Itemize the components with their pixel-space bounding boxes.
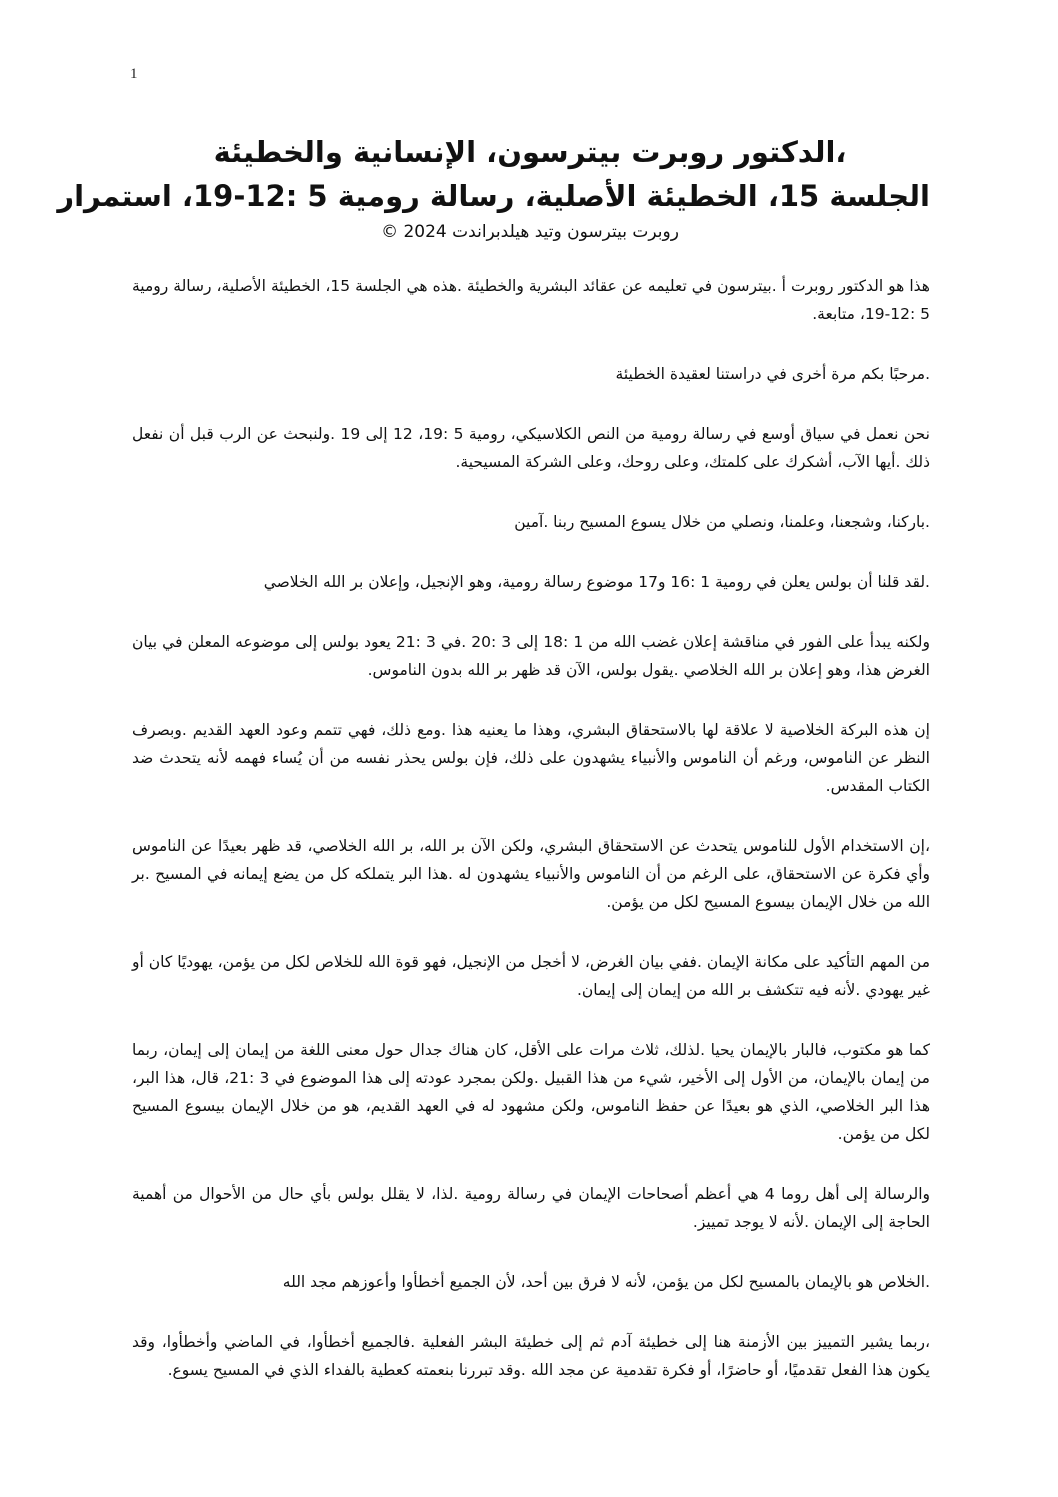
paragraph-11: والرسالة إلى أهل روما 4 هي أعظم أصحاحات الإيمان في رسالة رومية .لذا، لا يقلل بولس بأي حال من الأحوال من أهمية الحاجة إلى الإيمان .لأنه لا يوجد تمييز. <box>132 1185 930 1231</box>
document-title-line-2: الجلسة 15، الخطيئة الأصلية، رسالة رومية 5 :12-19، استمرار <box>57 179 930 213</box>
copyright-line: روبرت بيترسون وتيد هيلدبراندت 2024 © <box>381 222 679 242</box>
paragraph-8: ،إن الاستخدام الأول للناموس يتحدث عن الاستحقاق البشري، ولكن الآن بر الله، بر الله الخلاصي، قد ظهر بعيدًا عن الناموس وأي فكرة عن الاستحقاق، على الرغم من أن الناموس والأنبياء يشهدون له .هذا البر يتملكه كل من يضع إيمانه في المسيح .بر الله من خلال الإيمان بيسوع المسيح لكل من يؤمن. <box>132 837 930 911</box>
paragraph-5: .لقد قلنا أن بولس يعلن في رومية 1 :16 و17 موضوع رسالة رومية، وهو الإنجيل، وإعلان بر الله الخلاصي <box>263 573 930 591</box>
page-number: 1 <box>130 66 138 82</box>
paragraph-3: نحن نعمل في سياق أوسع في رسالة رومية من النص الكلاسيكي، رومية 5 :19، 12 إلى 19 .ولنبحث عن الرب قبل أن نفعل ذلك .أيها الآب، أشكرك على كلمتك، وعلى روحك، وعلى الشركة المسيحية. <box>132 425 930 471</box>
document-title-line-1: ،الدكتور روبرت بيترسون، الإنسانية والخطيئة <box>213 135 847 169</box>
paragraph-7: إن هذه البركة الخلاصية لا علاقة لها بالاستحقاق البشري، وهذا ما يعنيه هذا .ومع ذلك، فهي تتمم وعود العهد القديم .وبصرف النظر عن الناموس، ورغم أن الناموس والأنبياء يشهدون على ذلك، فإن بولس يحذر نفسه من أن يُساء فهمه لأنه يتحدث ضد الكتاب المقدس. <box>132 721 930 795</box>
paragraph-4: .باركنا، وشجعنا، وعلمنا، ونصلي من خلال يسوع المسيح ربنا .آمين <box>514 513 930 531</box>
paragraph-6: ولكنه يبدأ على الفور في مناقشة إعلان غضب الله من 1 :18 إلى 3 :20 .في 3 :21 يعود بولس إلى موضوعه المعلن في بيان الغرض هذا، وهو إعلان بر الله الخلاصي .يقول بولس، الآن قد ظهر بر الله بدون الناموس. <box>132 633 930 679</box>
paragraph-12: .الخلاص هو بالإيمان بالمسيح لكل من يؤمن، لأنه لا فرق بين أحد، لأن الجميع أخطأوا وأعوزهم مجد الله <box>282 1273 930 1291</box>
document-body <box>132 272 930 1416</box>
paragraph-10: كما هو مكتوب، فالبار بالإيمان يحيا .لذلك، ثلاث مرات على الأقل، كان هناك جدال حول معنى اللغة من إيمان إلى إيمان، ربما من إيمان بالإيمان، من الأول إلى الأخير، شيء من هذا القبيل .ولكن بمجرد عودته إلى هذا الموضوع في 3 :21، قال، هذا البر، هذا البر الخلاصي، الذي هو بعيدًا عن حفظ الناموس، ولكن مشهود له في العهد القديم، هو من خلال الإيمان بيسوع المسيح لكل من يؤمن. <box>132 1041 930 1143</box>
paragraph-1: هذا هو الدكتور روبرت أ .بيترسون في تعليمه عن عقائد البشرية والخطيئة .هذه هي الجلسة 15، الخطيئة الأصلية، رسالة رومية 5 :12-19، متابعة. <box>132 277 930 323</box>
paragraph-9: من المهم التأكيد على مكانة الإيمان .ففي بيان الغرض، لا أخجل من الإنجيل، فهو قوة الله للخلاص لكل من يؤمن، يهوديًا كان أو غير يهودي .لأنه فيه تتكشف بر الله من إيمان إلى إيمان. <box>132 953 930 999</box>
paragraph-13: ،ربما يشير التمييز بين الأزمنة هنا إلى خطيئة آدم ثم إلى خطيئة البشر الفعلية .فالجميع أخطأوا، في الماضي وأخطأوا، وقد يكون هذا الفعل تقدميًا، أو حاضرًا، أو فكرة تقدمية عن مجد الله .وقد تبررنا بنعمته كعطية بالفداء الذي في المسيح يسوع. <box>132 1333 930 1379</box>
paragraph-2: .مرحبًا بكم مرة أخرى في دراستنا لعقيدة الخطيئة <box>615 365 930 383</box>
document-header <box>57 130 930 244</box>
